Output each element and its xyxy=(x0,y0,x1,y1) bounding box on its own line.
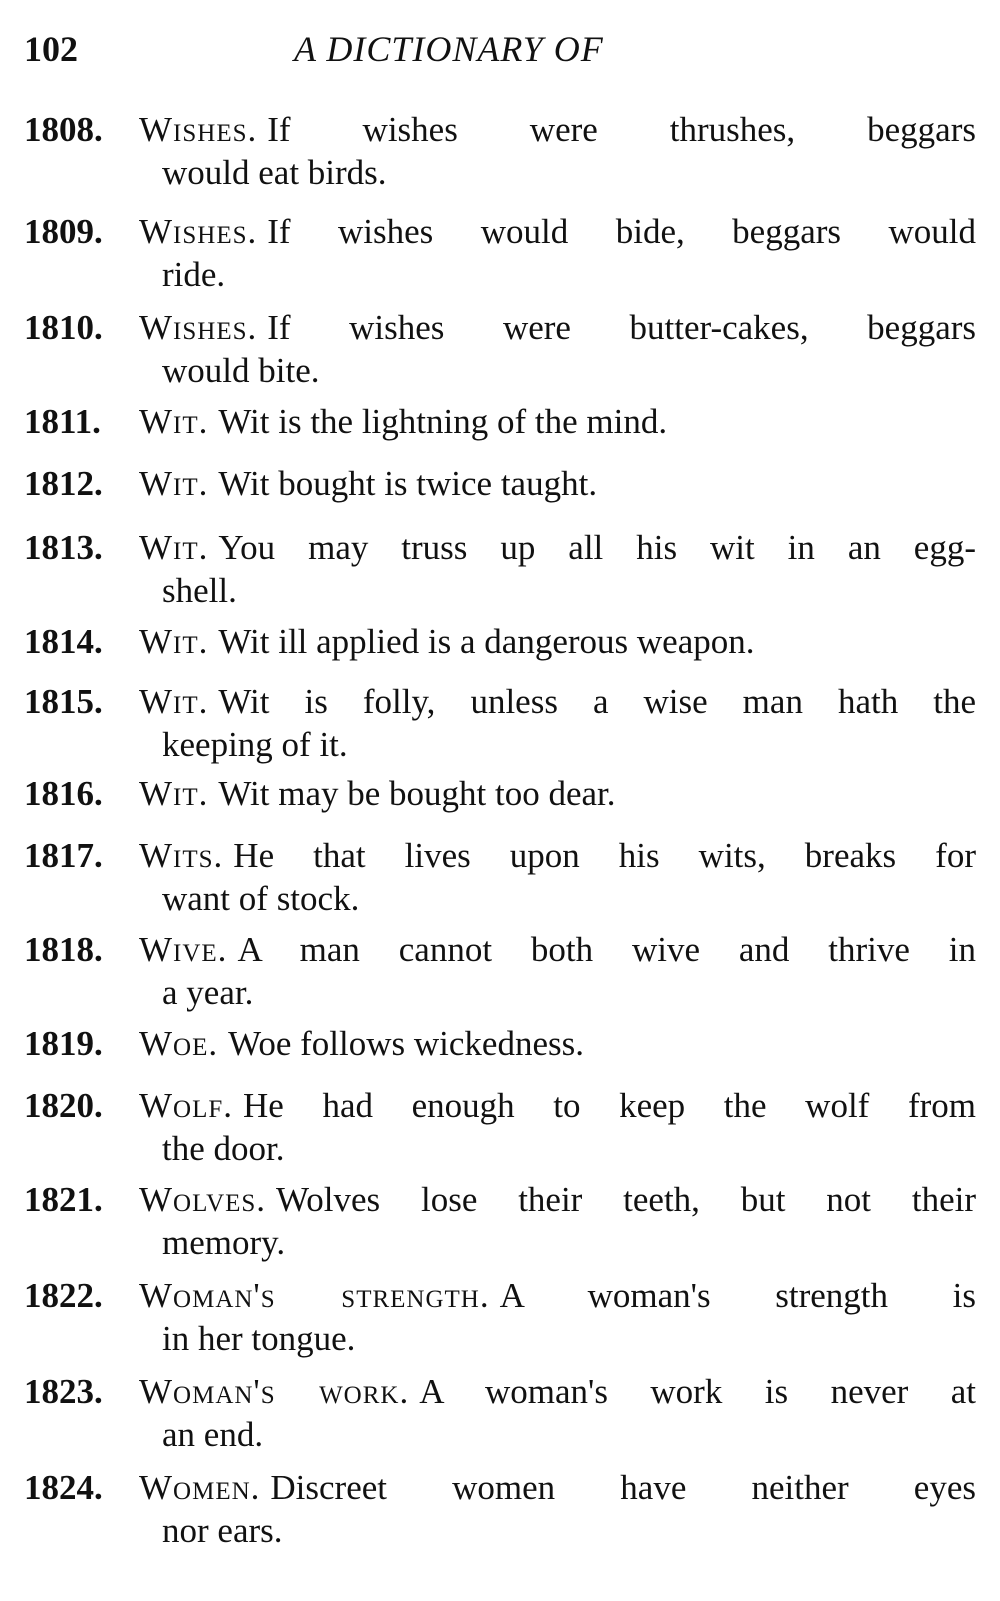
entry-body xyxy=(139,680,976,766)
page-number: 102 xyxy=(24,29,78,69)
entry-body xyxy=(139,1178,976,1264)
entry-text: Wolves lose their teeth, but not their xyxy=(276,1180,976,1219)
entry-continuation: want of stock. xyxy=(162,879,360,918)
entry-headword: Wit. xyxy=(139,622,209,661)
entry-number: 1823. xyxy=(24,1372,103,1411)
entry-body xyxy=(139,210,976,296)
entry-text: Wit is the lightning of the mind. xyxy=(218,402,668,441)
entry-text: A man cannot both wive and thrive in xyxy=(237,930,976,969)
entry-headword: Wit. xyxy=(139,774,209,813)
entry-body xyxy=(139,620,976,663)
entry-headword: Woman's work. xyxy=(139,1372,410,1411)
entry-headword: Wits. xyxy=(139,836,224,875)
entry-body xyxy=(139,1370,976,1456)
entry-body xyxy=(139,834,976,920)
entry-continuation: in her tongue. xyxy=(162,1319,356,1358)
entry-continuation: the door. xyxy=(162,1129,285,1168)
entry-headword: Woe. xyxy=(139,1024,219,1063)
entry-first-line xyxy=(139,526,976,569)
entry-headword: Wolves. xyxy=(139,1180,267,1219)
entry-text: Wit is folly, unless a wise man hath the xyxy=(218,682,976,721)
entry-text: A woman's work is never at xyxy=(419,1372,976,1411)
entry-continuation: nor ears. xyxy=(162,1511,283,1550)
entry-first-line xyxy=(139,1178,976,1221)
entry-headword: Wit. xyxy=(139,402,209,441)
entry-number: 1809. xyxy=(24,212,103,251)
entry-continuation: would bite. xyxy=(162,351,320,390)
entry-number: 1822. xyxy=(24,1276,103,1315)
entry-headword: Wive. xyxy=(139,930,228,969)
entry-number: 1813. xyxy=(24,528,103,567)
entry-first-line xyxy=(139,834,976,877)
entry-headword: Wishes. xyxy=(139,212,258,251)
entry-continuation: shell. xyxy=(162,571,237,610)
entry-text: Wit ill applied is a dangerous weapon. xyxy=(218,622,755,661)
entry-number: 1824. xyxy=(24,1468,103,1507)
entry-text: Wit bought is twice taught. xyxy=(218,464,598,503)
entry-text: Discreet women have neither eyes xyxy=(270,1468,976,1507)
entry-first-line xyxy=(139,622,754,661)
entry-text: You may truss up all his wit in an egg- xyxy=(218,528,976,567)
entry-continuation: ride. xyxy=(162,255,226,294)
entry-text: A woman's strength is xyxy=(499,1276,976,1315)
entry-number: 1811. xyxy=(24,402,101,441)
entry-continuation: keeping of it. xyxy=(162,725,348,764)
entry-number: 1808. xyxy=(24,110,103,149)
entry-body xyxy=(139,1022,976,1065)
entry-first-line xyxy=(139,1466,976,1509)
entry-first-line xyxy=(139,1084,976,1127)
entry-text: If wishes were thrushes, beggars xyxy=(267,110,976,149)
entry-continuation: an end. xyxy=(162,1415,264,1454)
entry-body xyxy=(139,1274,976,1360)
entry-number: 1814. xyxy=(24,622,103,661)
entry-text: If wishes were butter-cakes, beggars xyxy=(267,308,976,347)
entry-body xyxy=(139,108,976,194)
entry-number: 1816. xyxy=(24,774,103,813)
entry-first-line xyxy=(139,774,616,813)
entry-text: Wit may be bought too dear. xyxy=(218,774,616,813)
entry-continuation: memory. xyxy=(162,1223,286,1262)
entry-headword: Wolf. xyxy=(139,1086,234,1125)
entry-body xyxy=(139,526,976,612)
entry-first-line xyxy=(139,210,976,253)
entry-number: 1810. xyxy=(24,308,103,347)
running-title: A DICTIONARY OF xyxy=(294,29,604,69)
entry-number: 1817. xyxy=(24,836,103,875)
entry-body xyxy=(139,772,976,815)
entry-first-line xyxy=(139,680,976,723)
entry-continuation: would eat birds. xyxy=(162,153,387,192)
entry-body xyxy=(139,462,976,505)
entry-first-line xyxy=(139,306,976,349)
entry-first-line xyxy=(139,1370,976,1413)
entry-first-line xyxy=(139,928,976,971)
entry-headword: Women. xyxy=(139,1468,261,1507)
entry-body xyxy=(139,928,976,1014)
entry-first-line xyxy=(139,108,976,151)
entry-number: 1812. xyxy=(24,464,103,503)
entry-text: He that lives upon his wits, breaks for xyxy=(233,836,976,875)
entry-headword: Wit. xyxy=(139,528,209,567)
entry-text: He had enough to keep the wolf from xyxy=(243,1086,976,1125)
entry-headword: Wit. xyxy=(139,682,209,721)
entry-text: Woe follows wickedness. xyxy=(228,1024,584,1063)
entry-number: 1821. xyxy=(24,1180,103,1219)
entry-first-line xyxy=(139,1274,976,1317)
entry-text: If wishes would bide, beggars would xyxy=(267,212,976,251)
entry-number: 1815. xyxy=(24,682,103,721)
entry-headword: Wit. xyxy=(139,464,209,503)
entry-first-line xyxy=(139,1024,584,1063)
entry-body xyxy=(139,1466,976,1552)
entry-body xyxy=(139,400,976,443)
entry-body xyxy=(139,1084,976,1170)
entry-number: 1818. xyxy=(24,930,103,969)
entry-first-line xyxy=(139,464,597,503)
entry-headword: Woman's strength. xyxy=(139,1276,490,1315)
entry-number: 1820. xyxy=(24,1086,103,1125)
entry-first-line xyxy=(139,402,667,441)
entry-number: 1819. xyxy=(24,1024,103,1063)
entry-headword: Wishes. xyxy=(139,110,258,149)
entry-headword: Wishes. xyxy=(139,308,258,347)
entry-continuation: a year. xyxy=(162,973,254,1012)
entry-body xyxy=(139,306,976,392)
running-head xyxy=(24,28,976,78)
